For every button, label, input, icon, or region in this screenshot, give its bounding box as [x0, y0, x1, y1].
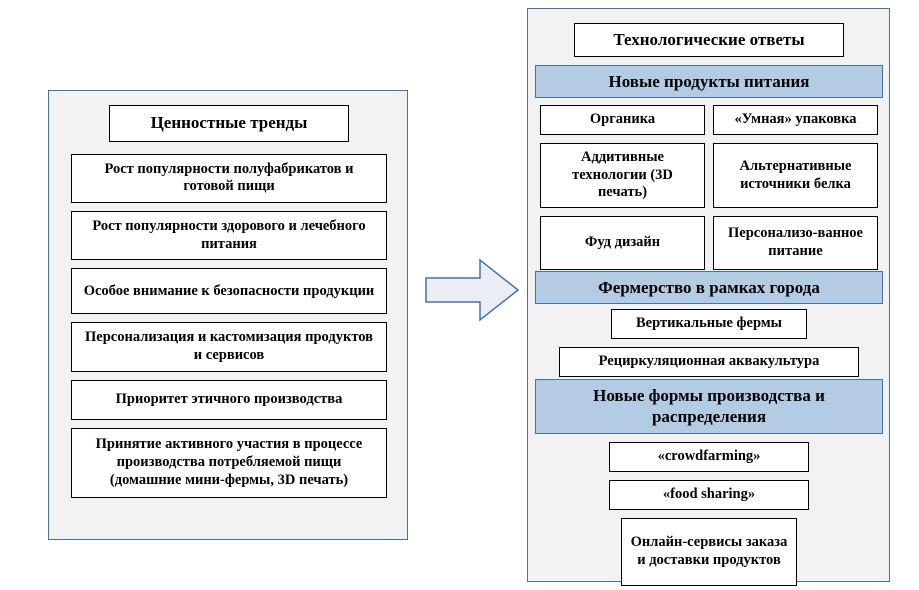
new-production-form-item: «crowdfarming» [609, 442, 809, 472]
value-trends-title: Ценностные тренды [109, 105, 349, 142]
new-food-product-item: Персонализо-ванное питание [713, 216, 878, 270]
value-trends-list [71, 105, 387, 498]
new-production-form-item: «food sharing» [609, 480, 809, 510]
urban-farming-item: Рециркуляционная аквакультура [559, 347, 859, 377]
new-production-forms-list [540, 442, 878, 586]
new-food-product-item: Альтернативные источники белка [713, 143, 878, 208]
right-arrow-icon [424, 258, 520, 322]
new-food-products-row [540, 105, 878, 135]
section-band-urban-farming: Фермерство в рамках города [535, 271, 883, 304]
new-food-product-item: «Умная» упаковка [713, 105, 878, 135]
value-trend-item: Рост популярности полуфабрикатов и готовой пищи [71, 154, 387, 203]
value-trends-panel [48, 90, 408, 540]
urban-farming-list [540, 309, 878, 377]
urban-farming-item: Вертикальные фермы [611, 309, 807, 339]
tech-answers-panel [527, 8, 890, 582]
value-trend-item: Рост популярности здорового и лечебного питания [71, 211, 387, 260]
tech-answers-title: Технологические ответы [574, 23, 844, 57]
new-production-form-item: Онлайн-сервисы заказа и доставки продуктов [621, 518, 797, 586]
value-trend-item: Принятие активного участия в процессе производства потребляемой пищи (домашние мини-фермы, 3D печать) [71, 428, 387, 498]
new-food-products-list [540, 105, 878, 270]
new-food-product-item: Органика [540, 105, 705, 135]
value-trend-item: Персонализация и кастомизация продуктов и сервисов [71, 322, 387, 371]
new-food-products-row [540, 216, 878, 270]
value-trend-item: Приоритет этичного производства [71, 380, 387, 420]
new-food-product-item: Фуд дизайн [540, 216, 705, 270]
new-food-products-row [540, 143, 878, 208]
section-band-new-food-products: Новые продукты питания [535, 65, 883, 98]
section-band-new-production-forms: Новые формы производства и распределения [535, 379, 883, 434]
value-trend-item: Особое внимание к безопасности продукции [71, 268, 387, 314]
new-food-product-item: Аддитивные технологии (3D печать) [540, 143, 705, 208]
